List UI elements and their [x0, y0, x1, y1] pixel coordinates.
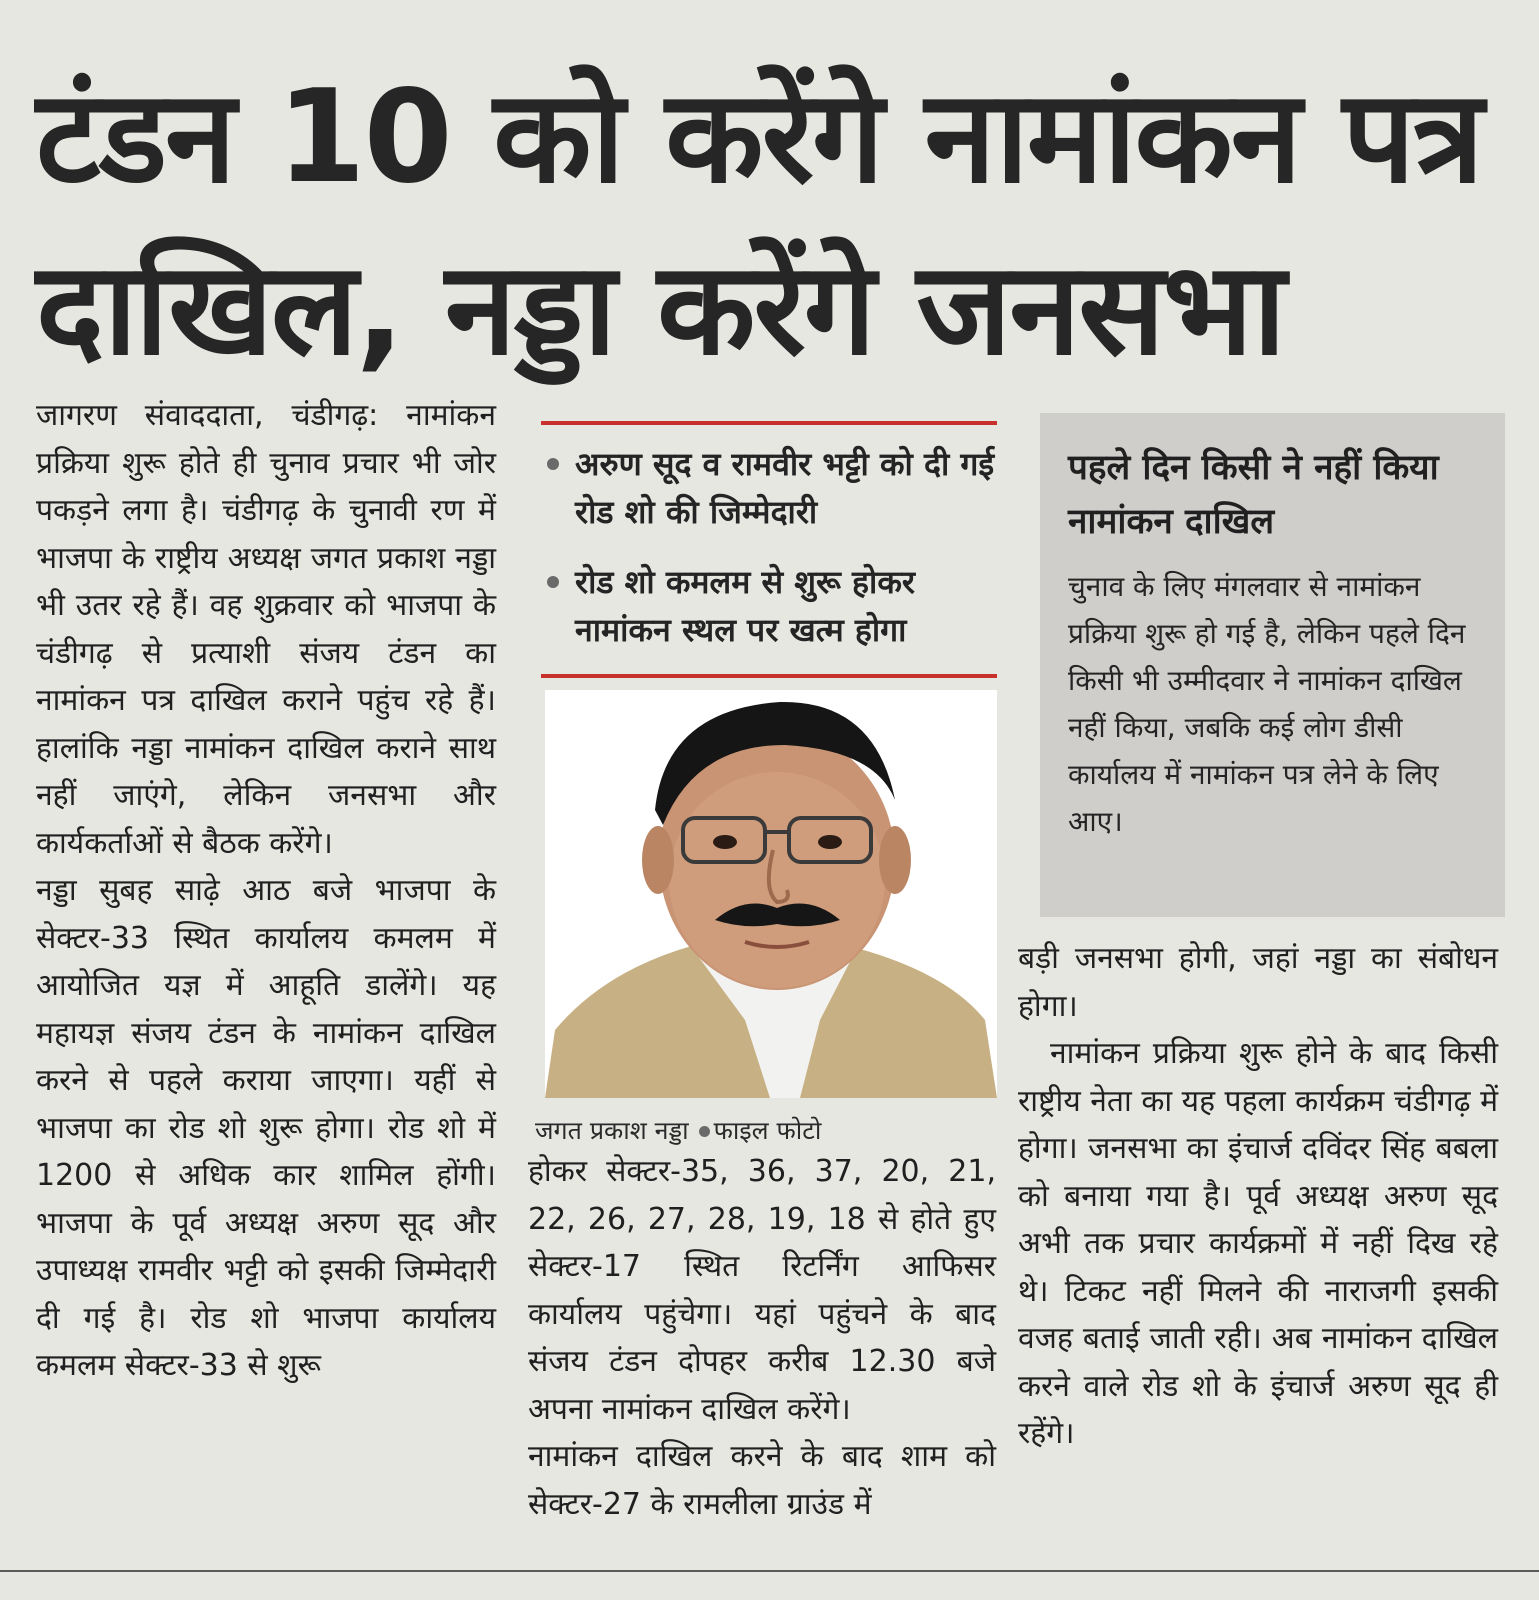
bottom-divider	[0, 1570, 1539, 1572]
bullet-icon	[547, 458, 559, 470]
sidebar-title: पहले दिन किसी ने नहीं किया नामांकन दाखिल	[1068, 448, 1439, 542]
right-column	[1018, 935, 1498, 1458]
left-column	[36, 392, 496, 1390]
highlight-item	[541, 558, 1003, 654]
sidebar-box	[1040, 413, 1505, 917]
headline-line-2: दाखिल, नड्डा करेंगे जनसभा	[36, 235, 1285, 384]
portrait-photo	[545, 690, 997, 1098]
middle-paragraph-2: नामांकन दाखिल करने के बाद शाम को सेक्टर-27 के रामलीला ग्राउंड में	[528, 1439, 996, 1522]
middle-paragraph-1: होकर सेक्टर-35, 36, 37, 20, 21, 22, 26, 27, 28, 19, 18 से होते हुए सेक्टर-17 स्थित रिटर्निंग आफिसर कार्यालय पहुंचेगा। यहां पहुंचने के बाद संजय टंडन दोपहर करीब 12.30 बजे अपना नामांकन दाखिल करेंगे।	[528, 1154, 996, 1427]
sidebar-text: चुनाव के लिए मंगलवार से नामांकन प्रक्रिया शुरू हो गई है, लेकिन पहले दिन किसी भी उम्मीदवार ने नामांकन दाखिल नहीं किया, जबकि कई लोग डीसी कार्यालय में नामांकन पत्र लेने के लिए आए।	[1068, 570, 1466, 838]
bullet-icon	[699, 1126, 710, 1137]
highlights-bottom-rule	[541, 674, 997, 678]
bullet-icon	[547, 576, 559, 588]
headline	[36, 52, 1506, 396]
caption-name: जगत प्रकाश नड्डा	[535, 1116, 689, 1145]
right-paragraph-2: नामांकन प्रक्रिया शुरू होने के बाद किसी राष्ट्रीय नेता का यह पहला कार्यक्रम चंडीगढ़ में होगा। जनसभा का इंचार्ज दविंदर सिंह बबला को बनाया गया है। पूर्व अध्यक्ष अरुण सूद अभी तक प्रचार कार्यक्रमों में नहीं दिख रहे थे। टिकट नहीं मिलने की नाराजगी इसकी वजह बताई जाती रही। अब नामांकन दाखिल करने वाले रोड शो के इंचार्ज अरुण सूद ही रहेंगे।	[1018, 1036, 1499, 1451]
middle-column	[528, 1148, 996, 1528]
headline-line-1: टंडन 10 को करेंगे नामांकन पत्र	[36, 63, 1482, 212]
caption-credit: फाइल फोटो	[713, 1116, 822, 1145]
photo-caption	[535, 1115, 1005, 1147]
highlights-top-rule	[541, 421, 997, 425]
highlight-text: रोड शो कमलम से शुरू होकर नामांकन स्थल पर खत्म होगा	[575, 563, 915, 649]
highlight-item	[541, 440, 1003, 536]
left-paragraph-1: जागरण संवाददाता, चंडीगढ़: नामांकन प्रक्रिया शुरू होते ही चुनाव प्रचार भी जोर पकड़ने लगा है। चंडीगढ़ के चुनावी रण में भाजपा के राष्ट्रीय अध्यक्ष जगत प्रकाश नड्डा भी उतर रहे हैं। वह शुक्रवार को भाजपा के चंडीगढ़ से प्रत्याशी संजय टंडन का नामांकन पत्र दाखिल कराने पहुंच रहे हैं। हालांकि नड्डा नामांकन दाखिल कराने साथ नहीं जाएंगे, लेकिन जनसभा और कार्यकर्ताओं से बैठक करेंगे।	[36, 398, 496, 861]
highlight-text: अरुण सूद व रामवीर भट्टी को दी गई रोड शो की जिम्मेदारी	[575, 445, 995, 531]
portrait-illustration	[545, 690, 997, 1098]
left-paragraph-2: नड्डा सुबह साढ़े आठ बजे भाजपा के सेक्टर-33 स्थित कार्यालय कमलम में आयोजित यज्ञ में आहूति डालेंगे। यह महायज्ञ संजय टंडन के नामांकन दाखिल करने से पहले कराया जाएगा। यहीं से भाजपा का रोड शो शुरू होगा। रोड शो में 1200 से अधिक कार शामिल होंगी। भाजपा के पूर्व अध्यक्ष अरुण सूद और उपाध्यक्ष रामवीर भट्टी को इसकी जिम्मेदारी दी गई है। रोड शो भाजपा कार्यालय कमलम सेक्टर-33 से शुरू	[36, 873, 496, 1383]
right-paragraph-1: बड़ी जनसभा होगी, जहां नड्डा का संबोधन होगा।	[1018, 941, 1498, 1024]
highlights-list	[541, 440, 1003, 676]
